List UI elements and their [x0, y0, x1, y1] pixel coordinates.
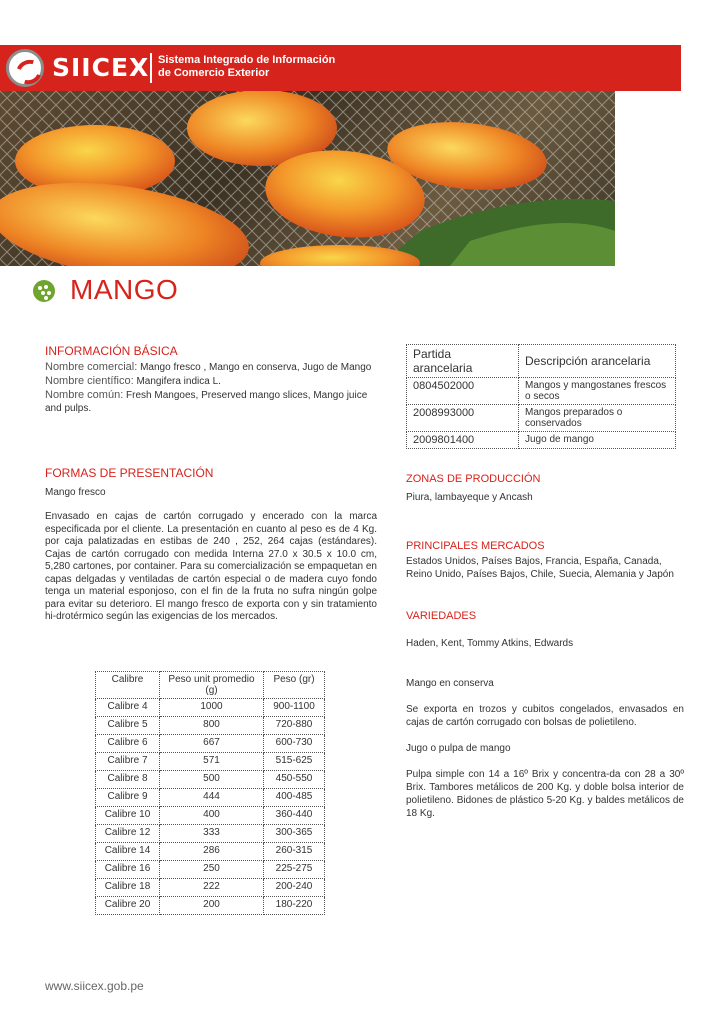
table-row: [96, 825, 325, 843]
calibre-avg-weight: 444: [160, 789, 264, 807]
tariff-header-row: [407, 345, 676, 378]
tariff-header-description: Descripción arancelaria: [519, 345, 676, 378]
calibre-size: Calibre 10: [96, 807, 160, 825]
table-row: [407, 432, 676, 449]
header-band: [0, 45, 681, 91]
common-name-value: Fresh Mangoes, Preserved mango slices, Mango juice and pulps.: [45, 390, 368, 414]
juice-text: Pulpa simple con 14 a 16º Brix y concentra-da con 28 a 30º Brix. Tambores metálicos de 200 Kg. y doble bolsa interior de polietileno. Bidones de plástico 5-20 Kg. y baldes metálicos de 18 Kg.: [406, 769, 684, 819]
tariff-code: 2008993000: [407, 405, 519, 432]
tariff-code: 0804502000: [407, 378, 519, 405]
calibre-avg-weight: 222: [160, 879, 264, 897]
table-row: [96, 807, 325, 825]
siicex-logo-icon: [6, 49, 44, 87]
calibre-size: Calibre 18: [96, 879, 160, 897]
basic-info-block: [45, 361, 380, 415]
presentation-subheading: Mango fresco: [45, 487, 106, 498]
table-row: [96, 753, 325, 771]
calibre-avg-weight: 200: [160, 897, 264, 915]
presentation-text: Envasado en cajas de cartón corrugado y encerado con la marca especificada por el cliente. La presentación en cuanto al peso es de 4 Kg. por caja palatizadas en estibas de 240 , 252, 264 cajas (estándares). Cajas de cartón corrugado con medida Interna 27.0 x 30.5 x 10.0 cm, 5,280 cartones, por container. Para su comercialización se empaquetan en capas delgadas y ventiladas de cartón especial o de madera cuyo fondo tenga un material esponjoso, con el fin de la fruta no sufra ningún golpe para evitar su deterioro. El mango fresco de exporta con y sin tratamiento hi-drotérmico según las exigencias de los mercados.: [45, 511, 377, 622]
table-row: [96, 861, 325, 879]
calibre-weight-range: 260-315: [264, 843, 325, 861]
table-row: [407, 405, 676, 432]
calibre-weight-range: 225-275: [264, 861, 325, 879]
brand-tagline-line-1: Sistema Integrado de Información: [158, 54, 336, 66]
calibre-weight-range: 900-1100: [264, 699, 325, 717]
calibre-weight-range: 360-440: [264, 807, 325, 825]
calibre-weight-range: 400-485: [264, 789, 325, 807]
calibre-avg-weight: 400: [160, 807, 264, 825]
tariff-description: Jugo de mango: [519, 432, 676, 449]
common-name-label: Nombre común:: [45, 389, 124, 401]
markets-text: Estados Unidos, Países Bajos, Francia, España, Canada, Reino Unido, Países Bajos, Chile, Suecia, Alemania y Japón: [406, 556, 674, 580]
calibre-size: Calibre 7: [96, 753, 160, 771]
table-row: [96, 843, 325, 861]
table-row: [96, 879, 325, 897]
juice-subheading: Jugo o pulpa de mango: [406, 743, 511, 754]
calibre-weight-range: 600-730: [264, 735, 325, 753]
calibre-avg-weight: 571: [160, 753, 264, 771]
mango-photo: [0, 91, 615, 266]
calibre-avg-weight: 333: [160, 825, 264, 843]
calibre-avg-weight: 500: [160, 771, 264, 789]
brand-name: SIICEX: [52, 53, 150, 82]
table-row: [96, 897, 325, 915]
commercial-name-label: Nombre comercial:: [45, 361, 138, 373]
fruit-icon: [33, 280, 55, 302]
tariff-table: [406, 344, 676, 449]
table-row: [96, 699, 325, 717]
table-row: [96, 789, 325, 807]
calibre-avg-weight: 250: [160, 861, 264, 879]
zones-text: Piura, lambayeque y Ancash: [406, 492, 533, 503]
calibre-weight-range: 515-625: [264, 753, 325, 771]
varieties-text: Haden, Kent, Tommy Atkins, Edwards: [406, 638, 574, 649]
tariff-description: Mangos preparados o conservados: [519, 405, 676, 432]
tariff-description: Mangos y mangostanes frescos o secos: [519, 378, 676, 405]
page-title: MANGO: [70, 274, 179, 305]
calibre-weight-range: 200-240: [264, 879, 325, 897]
brand-tagline-line-2: de Comercio Exterior: [158, 67, 270, 79]
calibre-header-size: Calibre: [96, 672, 160, 699]
table-row: [96, 771, 325, 789]
zones-heading: ZONAS DE PRODUCCIÓN: [406, 473, 541, 485]
calibre-weight-range: 720-880: [264, 717, 325, 735]
calibre-header-avg-weight: Peso unit promedio (g): [160, 672, 264, 699]
conserva-subheading: Mango en conserva: [406, 678, 494, 689]
calibre-size: Calibre 16: [96, 861, 160, 879]
calibre-size: Calibre 6: [96, 735, 160, 753]
scientific-name-label: Nombre científico:: [45, 375, 134, 387]
calibre-size: Calibre 20: [96, 897, 160, 915]
scientific-name-value: Mangifera indica L.: [136, 376, 221, 387]
calibre-size: Calibre 5: [96, 717, 160, 735]
commercial-name-value: Mango fresco , Mango en conserva, Jugo de Mango: [140, 362, 372, 373]
table-row: [96, 735, 325, 753]
footer-url[interactable]: www.siicex.gob.pe: [45, 979, 144, 993]
table-row: [96, 717, 325, 735]
presentation-heading: FORMAS DE PRESENTACIÓN: [45, 466, 214, 480]
calibre-weight-range: 450-550: [264, 771, 325, 789]
calibre-size: Calibre 8: [96, 771, 160, 789]
calibre-size: Calibre 12: [96, 825, 160, 843]
calibre-avg-weight: 667: [160, 735, 264, 753]
tariff-code: 2009801400: [407, 432, 519, 449]
calibre-weight-range: 300-365: [264, 825, 325, 843]
calibre-header-weight: Peso (gr): [264, 672, 325, 699]
brand-divider: [150, 53, 152, 83]
calibre-rows: [96, 699, 325, 915]
conserva-text: Se exporta en trozos y cubitos congelados, envasados en cajas de cartón corrugado con bolsas de polietileno.: [406, 704, 684, 728]
brand-tagline: [158, 54, 335, 80]
calibre-table: [95, 671, 325, 915]
table-row: [407, 378, 676, 405]
calibre-weight-range: 180-220: [264, 897, 325, 915]
calibre-avg-weight: 1000: [160, 699, 264, 717]
calibre-header-row: [96, 672, 325, 699]
markets-heading: PRINCIPALES MERCADOS: [406, 540, 545, 552]
calibre-avg-weight: 800: [160, 717, 264, 735]
varieties-heading: VARIEDADES: [406, 610, 477, 622]
basic-info-heading: INFORMACIÓN BÁSICA: [45, 344, 178, 358]
calibre-size: Calibre 9: [96, 789, 160, 807]
tariff-header-code: Partida arancelaria: [407, 345, 519, 378]
calibre-avg-weight: 286: [160, 843, 264, 861]
calibre-size: Calibre 14: [96, 843, 160, 861]
calibre-size: Calibre 4: [96, 699, 160, 717]
